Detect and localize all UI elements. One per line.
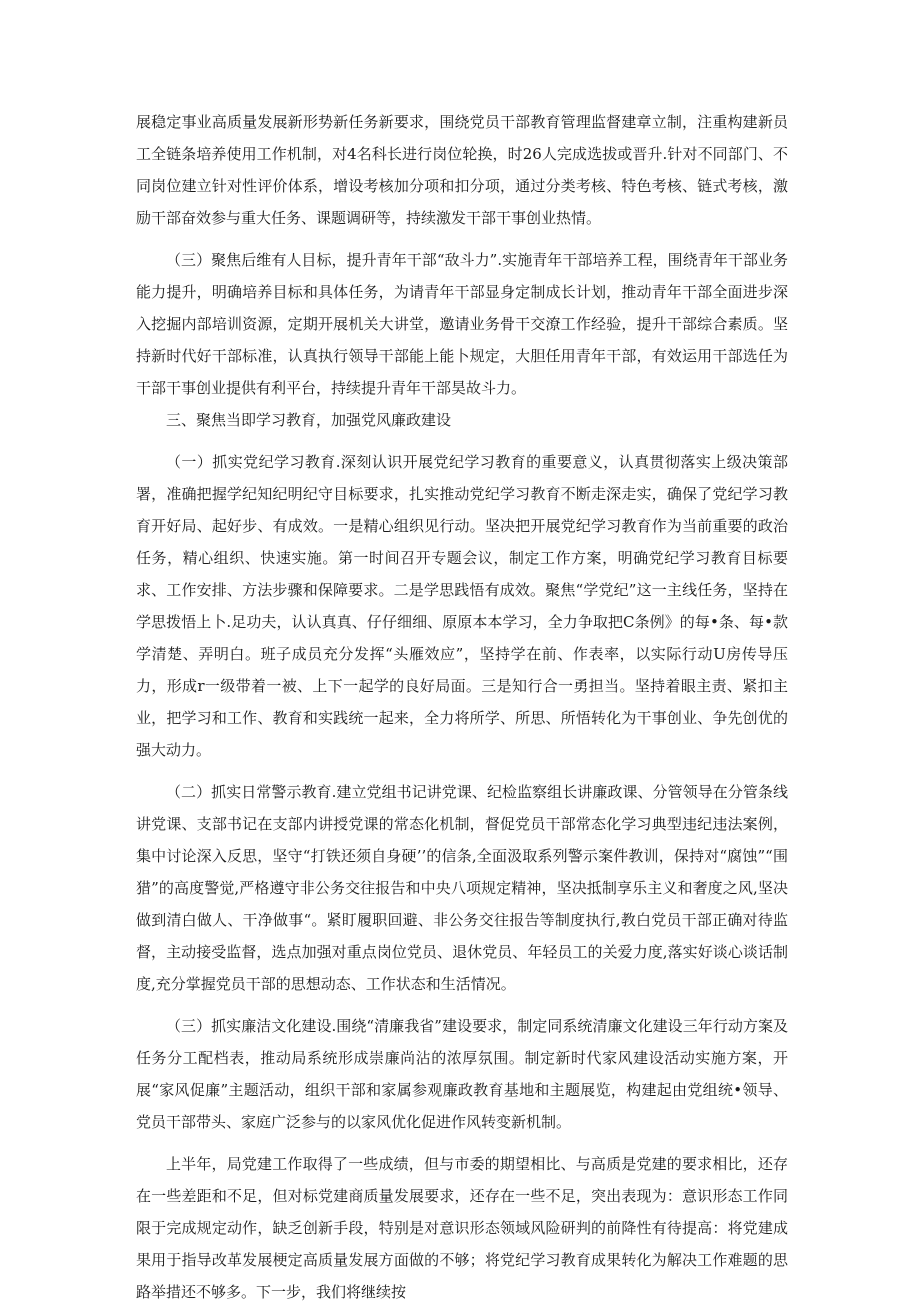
section-heading-three: 三、聚焦当即学习教育，加强党风廉政建设 [166,411,452,429]
paragraph-integrity-culture: （三）抓实廉洁文化建设.围绕“清廉我省”建设要求，制定同系统清廉文化建设三年行动方案及任务分工配档表，推动局系统形成崇廉尚沾的浓厚氛围。制定新时代家风建设活动实施方案，开展“家风促廉”主题活动，组织干部和家属参观廉政教育基地和主题展览，构建起由党组统•领导、党员干部带头、家庭广泛参与的以家风优化促进作风转变新机制。 [136,1017,788,1131]
document-page [136,106,788,1308]
paragraph-continuation: 展稳定事业高质量发展新形势新任务新要求，围绕党员干部教育管理监督建章立制，注重构建新员工全链条培养使用工作机制，对4名科长进行岗位轮换，时26人完成选拔或晋升.针对不同部门、不同岗位建立针对性评价体系，增设考核加分项和扣分项，通过分类考核、特色考核、链式考核，激励干部奋效参与重大任务、课题调研等，持续激发干部干事创业热情。 [136,113,788,227]
paragraph-party-discipline-study: （一）抓实党纪学习教育.深刻认识开展党纪学习教育的重要意义，认真贯彻落实上级决策部署，准确把握学纪知纪明纪守目标要求，扎实推动党纪学习教育不断走深走实，确保了党纪学习教育开好局、起好步、有成效。一是精心组织见行动。坚决把开展党纪学习教育作为当前重要的政治任务，精心组织、快速实施。第一时间召开专题会议，制定工作方案，明确党纪学习教育目标要求、工作安排、方法步骤和保障要求。二是学思践悟有成效。聚焦“学党纪”这一主线任务，坚持在学思拨悟上卜.足功夫，认认真真、仔仔细细、原原本本学习，全力争取把C条例》的每•条、每•款学清楚、弄明白。班子成员充分发挥“头雁效应”，坚持学在前、作表率，以实际行动U房传导压力，形成r一级带着一被、上下一起学的良好局面。三是知行合一勇担当。坚持着眼主责、紧扣主业，把学习和工作、教育和实践统一起来，全力将所学、所思、所悟转化为干事创业、争先创优的强大动力。 [136,453,788,759]
paragraph-youth-cadres: （三）聚焦后维有人目标，提升青年干部“敌斗力”.实施青年干部培养工程，围绕青年干部业务能力提升，明确培养目标和具体任务，为请青年干部显身定制成长计划，推动青年干部全面进步深入挖掘内部培训资源，定期开展机关大讲堂，邀请业务骨干交潦工作经验，提升干部综合素质。坚持新时代好干部标准，认真执行领导干部能上能卜规定，大胆任用青年干部，有效运用干部选任为干部干事创业提供有利平台，持续提升青年干部昊故斗力。 [136,251,788,397]
paragraph-summary: 上半年，局党建工作取得了一些成绩，但与市委的期望相比、与高质是党建的要求相比，还存在一些差距和不足，但对标党建商质量发展要求，还存在一些不足，突出表现为：意识形态工作同限于完成规定动作，缺乏创新手段，特别是对意识形态领域风险研判的前降性有待提高：将党建成果用于指导改革发展梗定高质量发展方面做的不够；将党纪学习教育成果转化为解决工作难题的思路举措还不够多。下一步，我们将继续按 [136,1155,788,1301]
paragraph-warning-education: （二）抓实日常警示教育.建立党组书记讲党课、纪检监察组长讲廉政课、分管领导在分管条线讲党课、支部书记在支部内讲授党课的常态化机制，督促党员干部常态化学习典型违纪违法案例，集中讨论深入反思，坚守“打铁还须自身硬’’的信条,全面汲取系列警示案件教训，保持对“腐蚀”“围猎”的高度警觉,严格遵守非公务交往报告和中央八项规定精神，坚决抵制享乐主义和奢度之风,坚决做到清白做人、干净做事“。紧盯履职回避、非公务交往报告等制度执行,教白党员干部正确对待监督，主动接受监督，选点加强对重点岗位党员、退休党员、年轻员工的关爱力度,落实好谈心谈话制度,充分掌握党员干部的思想动态、工作状态和生活情况。 [136,783,788,993]
